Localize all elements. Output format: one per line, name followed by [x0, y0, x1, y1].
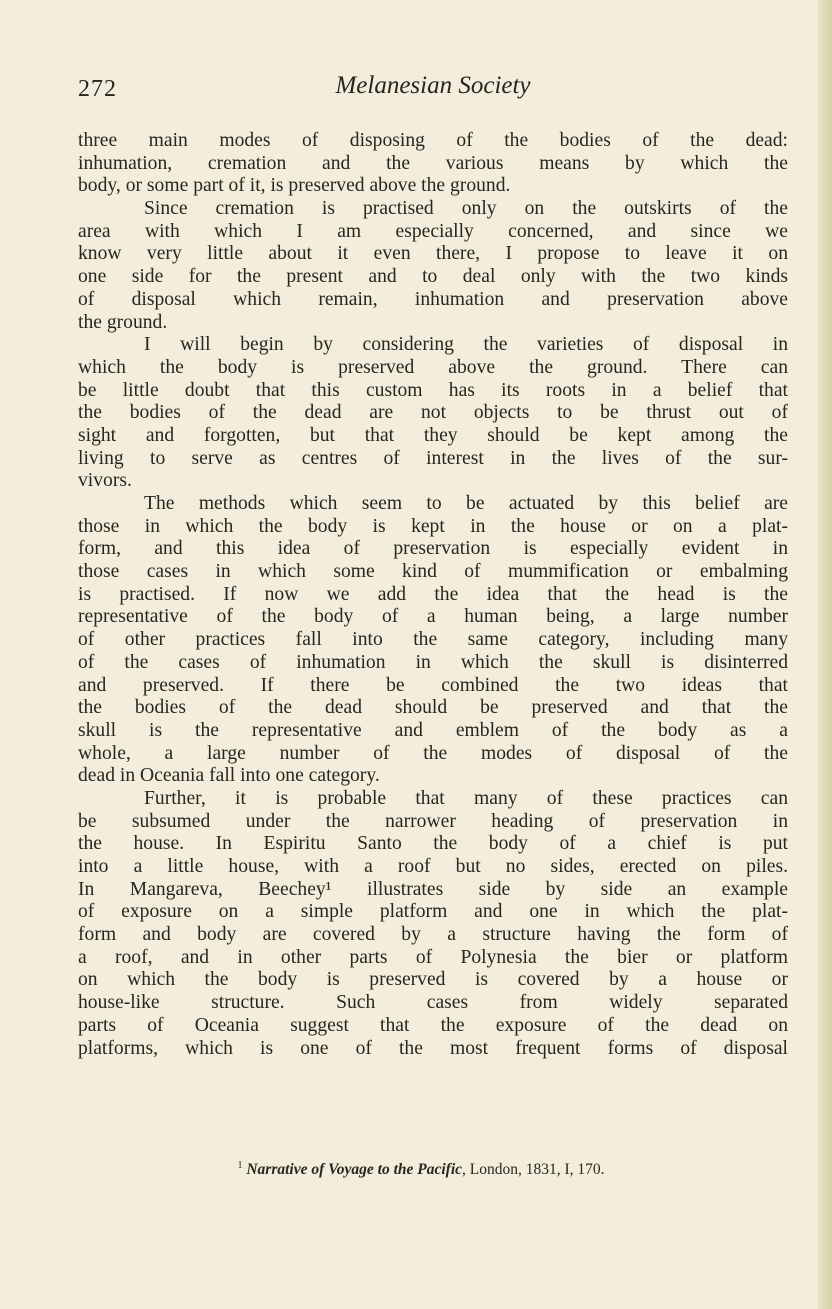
text-line: into a little house, with a roof but no sides, erected on piles. [78, 856, 788, 877]
text-line: three main modes of disposing of the bodies of the dead: [78, 130, 788, 151]
text-line: form, and this idea of preservation is especially evident in [78, 538, 788, 560]
text-line: the house. In Espiritu Santo the body of a chief is put [78, 833, 788, 855]
footnote-marker: 1 [237, 1160, 243, 1171]
text-line: skull is the representative and emblem of the body as a [78, 719, 788, 741]
text-line: the ground. [78, 311, 168, 333]
text-line: the bodies of the dead are not objects to be thrust out of [78, 402, 788, 424]
paragraph [78, 130, 788, 198]
paragraph [78, 198, 788, 334]
text-line: be little doubt that this custom has its roots in a belief that [78, 379, 788, 401]
text-line: body, or some part of it, is preserved above the ground. [78, 175, 511, 197]
text-line: living to serve as centres of interest in the lives of the sur- [78, 447, 788, 469]
text-line: house-like structure. Such cases from widely separated [78, 992, 788, 1014]
text-line: one side for the present and to deal only with the two kinds [78, 266, 788, 288]
text-line: whole, a large number of the modes of disposal of the [78, 742, 788, 764]
paragraph [78, 493, 788, 788]
text-line: those cases in which some kind of mummification or embalming [78, 561, 788, 583]
text-line: of other practices fall into the same category, including many [78, 629, 788, 651]
text-line: sight and forgotten, but that they should be kept among the [78, 424, 788, 446]
text-line: Since cremation is practised only on the outskirts of the [144, 198, 788, 220]
body-text [78, 130, 788, 1060]
text-line: of exposure on a simple platform and one in which the plat- [78, 901, 788, 923]
footnote-citation: , London, 1831, I, 170. [462, 1161, 605, 1178]
paragraph [78, 334, 788, 493]
text-line: The methods which seem to be actuated by this belief are [144, 493, 788, 514]
text-line: form and body are covered by a structure having the form of [78, 924, 788, 946]
text-line: inhumation, cremation and the various means by which the [78, 152, 788, 174]
running-title: Melanesian Society [335, 72, 531, 99]
text-line: of the cases of inhumation in which the skull is disinterred [78, 651, 788, 673]
text-line: Further, it is probable that many of these practices can [144, 787, 788, 809]
text-line: In Mangareva, Beechey¹ illustrates side by side an example [78, 878, 788, 900]
text-line: parts of Oceania suggest that the exposure of the dead on [78, 1014, 788, 1036]
text-line: I will begin by considering the varieties of disposal in [144, 334, 788, 356]
text-line: on which the body is preserved is covered by a house or [78, 969, 788, 991]
footnote-title: Narrative of Voyage to the Pacific [246, 1161, 463, 1178]
text-line: is practised. If now we add the idea that the head is the [78, 583, 788, 605]
paragraph [78, 788, 788, 1060]
text-line: the bodies of the dead should be preserved and that the [78, 697, 788, 719]
text-line: be subsumed under the narrower heading of preservation in [78, 810, 788, 832]
text-line: platforms, which is one of the most frequent forms of disposal [78, 1037, 788, 1059]
text-line: vivors. [78, 470, 132, 492]
text-line: of disposal which remain, inhumation and preservation above [78, 288, 788, 310]
text-line: and preserved. If there be combined the two ideas that [78, 674, 788, 696]
text-line: a roof, and in other parts of Polynesia the bier or platform [78, 946, 788, 968]
page-number: 272 [78, 76, 117, 102]
page-header [78, 72, 788, 106]
footnote [0, 1160, 832, 1179]
text-line: which the body is preserved above the ground. There can [78, 356, 788, 378]
text-line: representative of the body of a human being, a large number [78, 606, 788, 628]
text-line: know very little about it even there, I propose to leave it on [78, 243, 788, 265]
text-line: area with which I am especially concerned, and since we [78, 220, 788, 242]
text-line: dead in Oceania fall into one category. [78, 765, 380, 787]
page-edge-shadow [818, 0, 832, 1309]
text-line: those in which the body is kept in the house or on a plat- [78, 515, 788, 537]
